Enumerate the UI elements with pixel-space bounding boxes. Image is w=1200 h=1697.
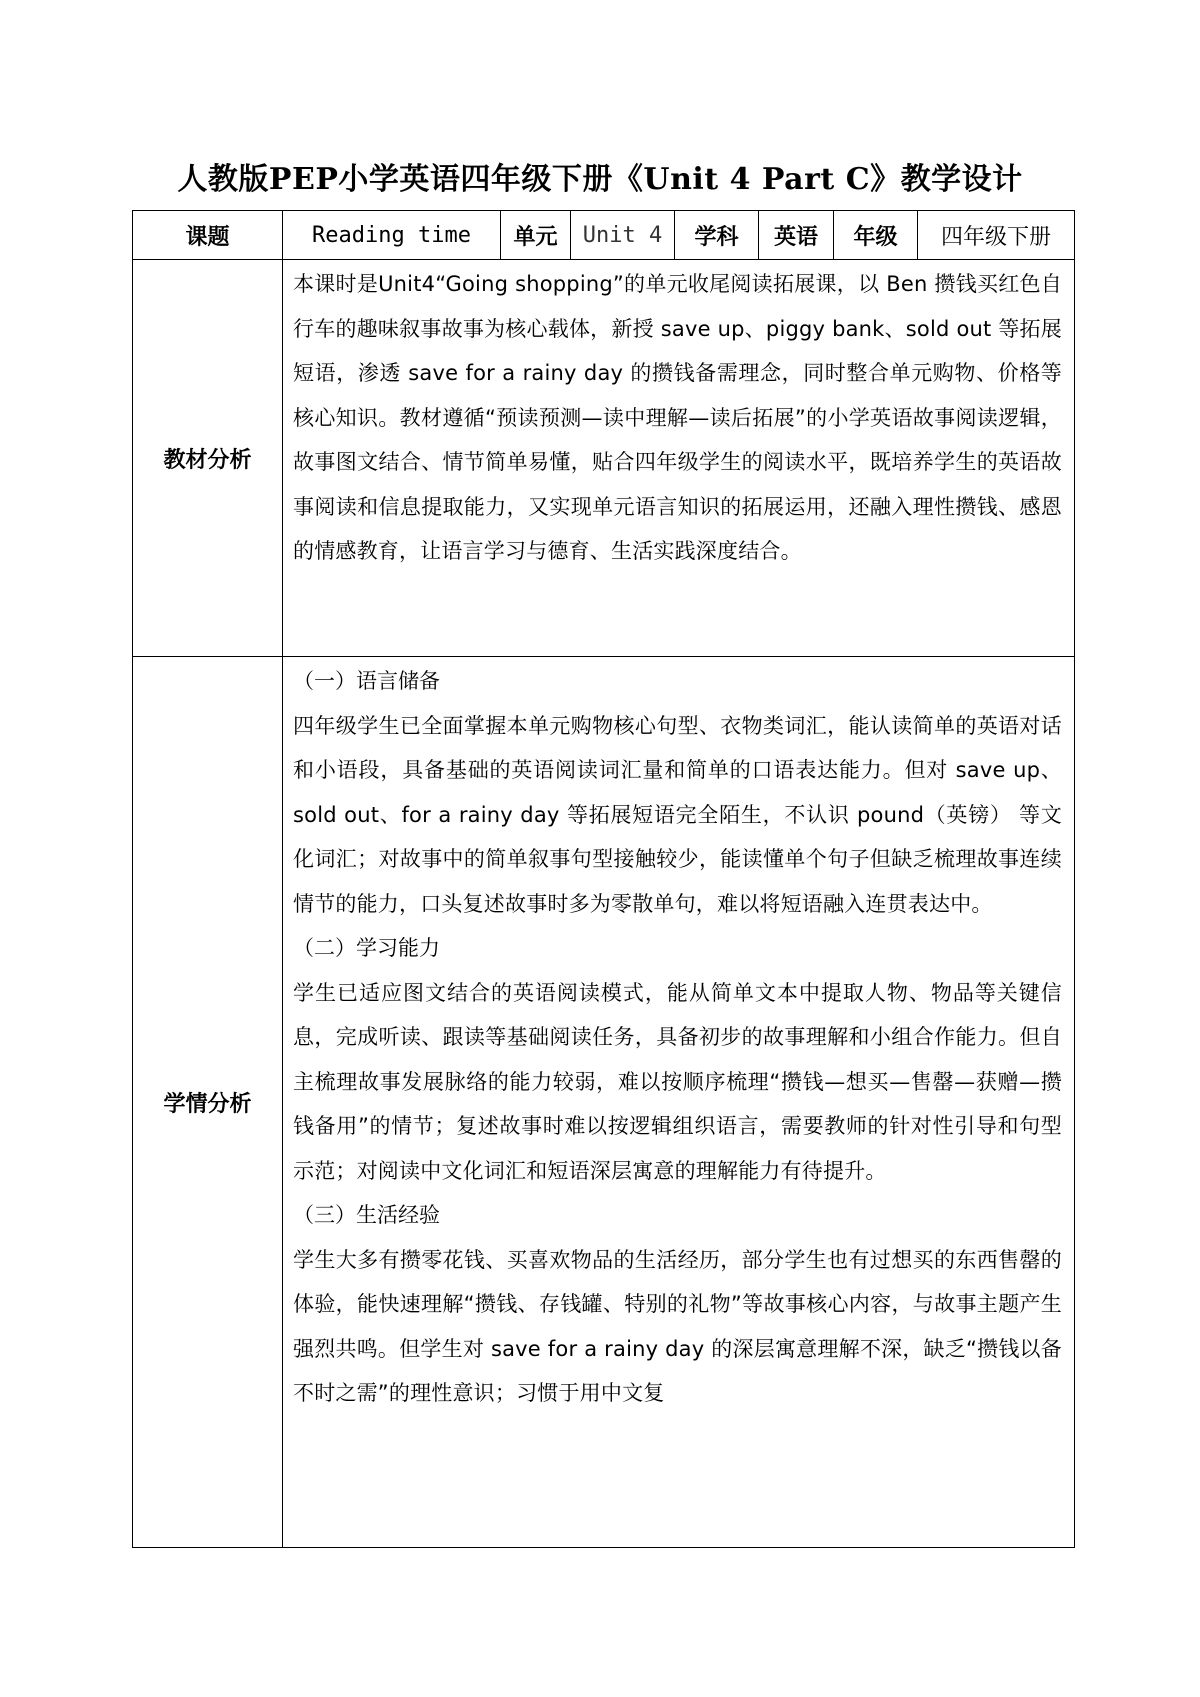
section-heading-ability: （二）学习能力 [293, 936, 440, 960]
section-text-language: 四年级学生已全面掌握本单元购物核心句型、衣物类词汇，能认读简单的英语对话和小语段，具备基础的英语阅读词汇量和简单的口语表达能力。但对 save up、sold out、for a rainy day 等拓展短语完全陌生，不认识 pound（英镑） 等文化词汇；对故事中的简单叙事句型接触较少，能读懂单个句子但缺乏梳理故事连续情节的能力，口头复述故事时多为零散单句，难以将短语融入连贯表达中。 [293, 713, 1062, 916]
student-analysis-row [133, 657, 1075, 1548]
material-analysis-row [133, 260, 1075, 657]
lesson-plan-table [132, 210, 1075, 1548]
section-heading-language: （一）语言储备 [293, 669, 440, 693]
unit-label: 单元 [501, 211, 571, 260]
header-row [133, 211, 1075, 260]
topic-label: 课题 [133, 211, 283, 260]
grade-value: 四年级下册 [918, 211, 1075, 260]
student-analysis-content [283, 657, 1075, 1548]
material-analysis-label: 教材分析 [133, 260, 283, 657]
grade-label: 年级 [834, 211, 918, 260]
subject-value: 英语 [759, 211, 834, 260]
subject-label: 学科 [675, 211, 759, 260]
section-text-experience: 学生大多有攒零花钱、买喜欢物品的生活经历，部分学生也有过想买的东西售罄的体验，能快速理解“攒钱、存钱罐、特别的礼物”等故事核心内容，与故事主题产生强烈共鸣。但学生对 save for a rainy day 的深层寓意理解不深，缺乏“攒钱以备不时之需”的理性意识；习惯于用中文复 [293, 1247, 1062, 1405]
topic-value: Reading time [283, 211, 501, 260]
material-analysis-text: 本课时是Unit4“Going shopping”的单元收尾阅读拓展课，以 Ben 攒钱买红色自行车的趣味叙事故事为核心载体，新授 save up、piggy bank、sold out 等拓展短语，渗透 save for a rainy day 的攒钱备需理念，同时整合单元购物、价格等核心知识。教材遵循“预读预测—读中理解—读后拓展”的小学英语故事阅读逻辑，故事图文结合、情节简单易懂，贴合四年级学生的阅读水平，既培养学生的英语故事阅读和信息提取能力，又实现单元语言知识的拓展运用，还融入理性攒钱、感恩的情感教育，让语言学习与德育、生活实践深度结合。 [293, 272, 1062, 563]
unit-value: Unit 4 [571, 211, 675, 260]
page-title: 人教版PEP小学英语四年级下册《Unit 4 Part C》教学设计 [177, 162, 1023, 197]
student-analysis-label: 学情分析 [133, 657, 283, 1548]
material-analysis-content [283, 260, 1075, 657]
section-text-ability: 学生已适应图文结合的英语阅读模式，能从简单文本中提取人物、物品等关键信息，完成听读、跟读等基础阅读任务，具备初步的故事理解和小组合作能力。但自主梳理故事发展脉络的能力较弱，难以按顺序梳理“攒钱—想买—售罄—获赠—攒钱备用”的情节；复述故事时难以按逻辑组织语言，需要教师的针对性引导和句型示范；对阅读中文化词汇和短语深层寓意的理解能力有待提升。 [293, 980, 1062, 1183]
section-heading-experience: （三）生活经验 [293, 1203, 440, 1227]
